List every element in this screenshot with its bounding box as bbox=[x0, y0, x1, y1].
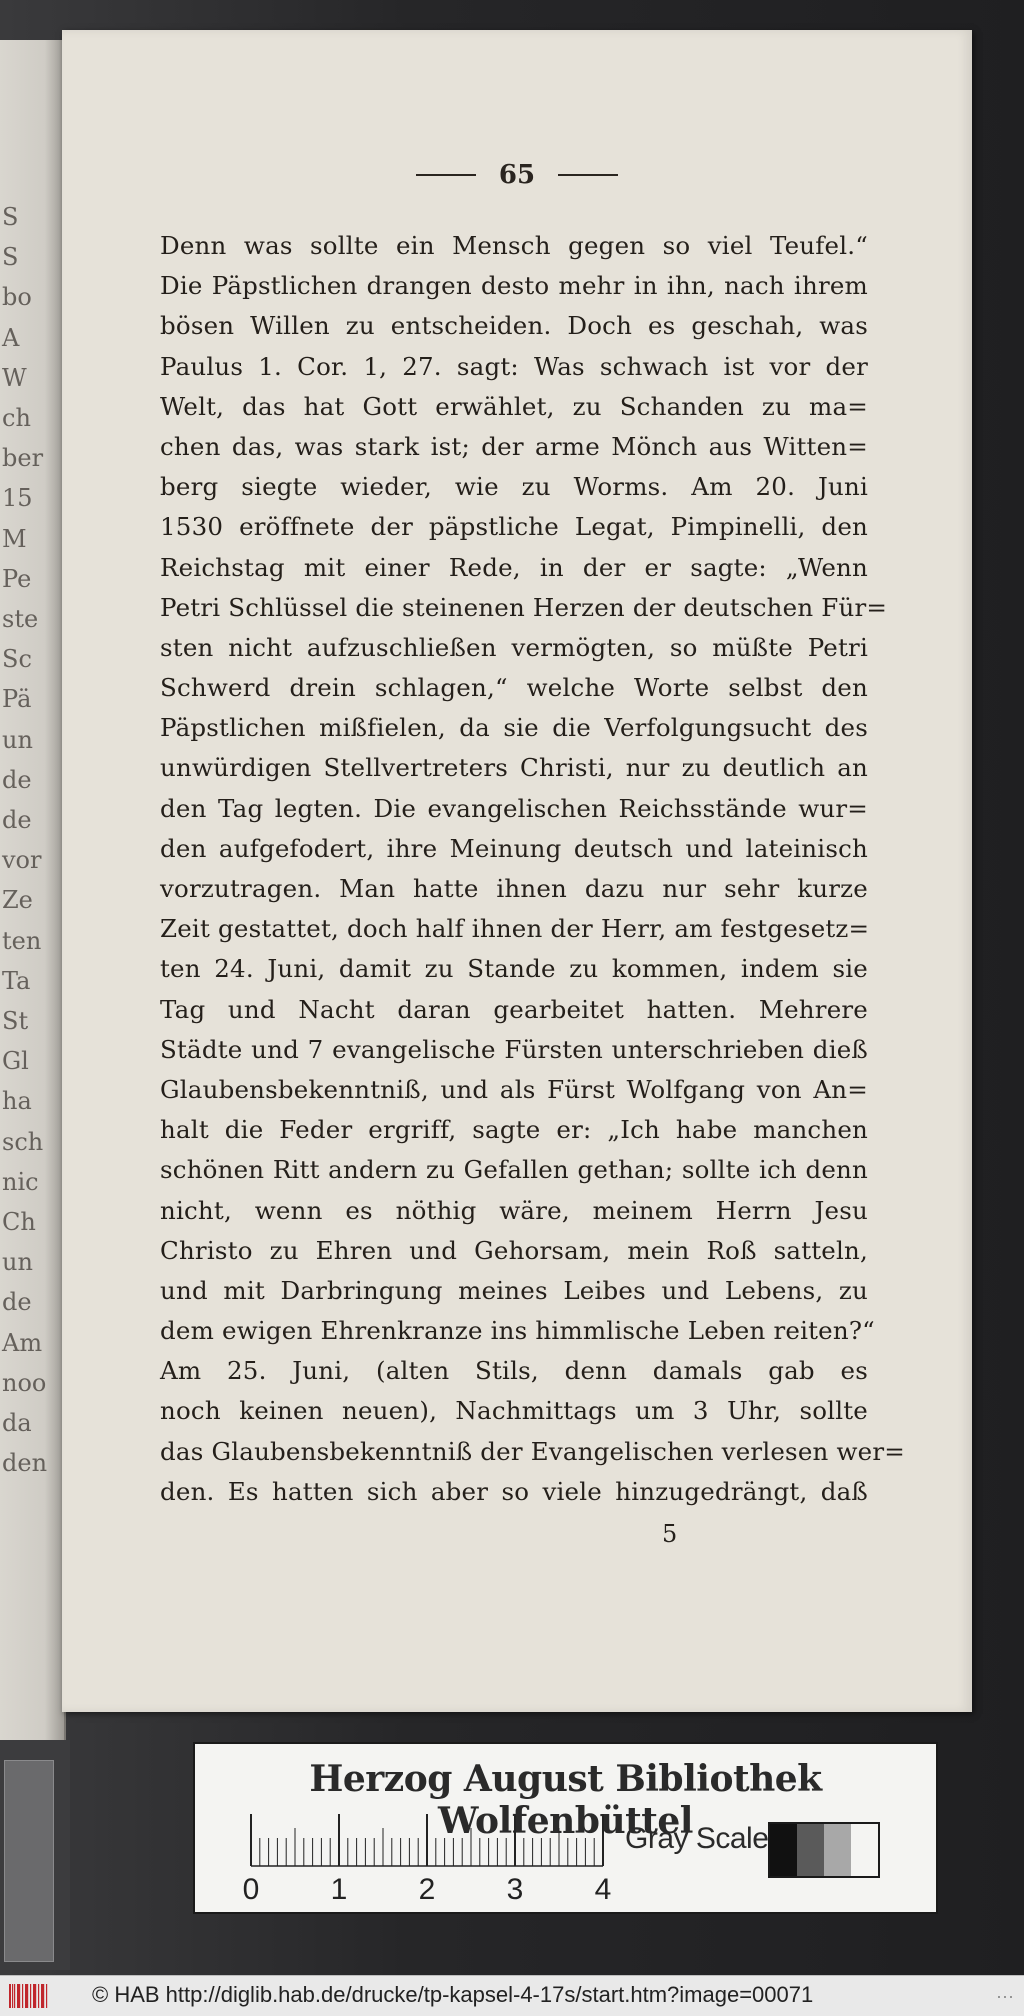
book-spine-tab bbox=[4, 1760, 54, 1962]
left-page-fragment: nic bbox=[2, 1167, 39, 1196]
left-page-fragment: ten bbox=[2, 926, 42, 955]
text-line: den aufgefodert, ihre Meinung deutsch und lateinisch bbox=[160, 833, 868, 863]
ruler-number: 1 bbox=[330, 1873, 348, 1906]
text-line: Päpstlichen mißfielen, da sie die Verfolgungsucht des bbox=[160, 713, 868, 743]
page-body-text bbox=[160, 226, 905, 1512]
text-line: Städte und 7 evangelische Fürsten unterschrieben dieß bbox=[160, 1034, 868, 1064]
text-line: berg siegte wieder, wie zu Worms. Am 20. Juni bbox=[160, 472, 868, 502]
page-number: 65 bbox=[498, 160, 536, 190]
gray-swatch bbox=[797, 1824, 824, 1876]
text-line: Welt, das hat Gott erwählet, zu Schanden zu ma= bbox=[160, 391, 868, 421]
text-line: sten nicht aufzuschließen vermögten, so müßte Petri bbox=[160, 632, 868, 662]
text-line: chen das, was stark ist; der arme Mönch aus Witten= bbox=[160, 431, 868, 461]
left-book-shadow bbox=[0, 1740, 70, 1970]
left-page-fragment: S bbox=[2, 243, 19, 272]
left-page-fragment: ber bbox=[2, 444, 44, 473]
gray-swatch bbox=[824, 1824, 851, 1876]
left-page-fragment: St bbox=[2, 1007, 29, 1035]
left-page-fragment: ch bbox=[2, 404, 31, 432]
text-line: Reichstag mit einer Rede, in der er sagte: „Wenn bbox=[160, 552, 868, 582]
color-ruler-card bbox=[193, 1742, 938, 1914]
text-line: Schwerd drein schlagen,“ welche Worte selbst den bbox=[160, 673, 868, 703]
text-line: Die Päpstlichen drangen desto mehr in ihn, nach ihrem bbox=[160, 271, 868, 301]
left-page-fragment: vor bbox=[2, 846, 42, 875]
text-line: den Tag legten. Die evangelischen Reichsstände wur= bbox=[160, 793, 868, 823]
text-line: 1530 eröffnete der päpstliche Legat, Pimpinelli, den bbox=[160, 512, 868, 542]
header-dash-right bbox=[558, 174, 618, 176]
gray-swatch bbox=[851, 1824, 878, 1876]
left-page-fragment: ste bbox=[2, 605, 39, 633]
left-page-fragment: de bbox=[2, 765, 32, 794]
left-page-fragment: de bbox=[2, 806, 32, 834]
gray-scale-swatches bbox=[768, 1822, 880, 1878]
text-line: Paulus 1. Cor. 1, 27. sagt: Was schwach ist vor der bbox=[160, 351, 868, 381]
gray-scale-label: Gray Scale bbox=[625, 1822, 769, 1855]
left-page-fragment: Sc bbox=[2, 645, 32, 674]
left-page-fragment: Ze bbox=[2, 886, 33, 915]
page-header bbox=[62, 160, 972, 210]
text-line: nicht, wenn es nöthig wäre, meinem Herrn Jesu bbox=[160, 1195, 868, 1225]
text-line: halt die Feder ergriff, sagte er: „Ich habe manchen bbox=[160, 1115, 868, 1145]
left-page-fragment: Am bbox=[2, 1328, 43, 1357]
text-line: unwürdigen Stellvertreters Christi, nur zu deutlich an bbox=[160, 753, 868, 783]
left-page-fragment: Ch bbox=[2, 1208, 36, 1236]
left-page-fragment: de bbox=[2, 1288, 32, 1317]
left-page-fragment: W bbox=[2, 363, 27, 392]
text-line: ten 24. Juni, damit zu Stande zu kommen, indem sie bbox=[160, 954, 868, 984]
text-line: dem ewigen Ehrenkranze ins himmlische Leben reiten?“ bbox=[160, 1316, 875, 1346]
text-line: Christo zu Ehren und Gehorsam, mein Roß satteln, bbox=[160, 1235, 868, 1265]
text-line: bösen Willen zu entscheiden. Doch es geschah, was bbox=[160, 311, 868, 341]
left-page-fragment: sch bbox=[2, 1127, 44, 1156]
footer-bar bbox=[0, 1975, 1024, 2016]
left-page-fragment: bo bbox=[2, 283, 32, 312]
header-dash-left bbox=[416, 174, 476, 176]
left-page-edge bbox=[0, 40, 66, 1740]
left-page-fragment: Pe bbox=[2, 564, 32, 593]
text-line: vorzutragen. Man hatte ihnen dazu nur sehr kurze bbox=[160, 874, 868, 903]
text-line: schönen Ritt andern zu Gefallen gethan; sollte ich denn bbox=[160, 1155, 868, 1185]
book-page bbox=[62, 30, 972, 1712]
text-line: den. Es hatten sich aber so viele hinzugedrängt, daß bbox=[160, 1476, 868, 1506]
signature-mark: 5 bbox=[662, 1520, 678, 1548]
more-options-icon[interactable]: ··· bbox=[996, 1986, 1014, 2006]
library-title: Herzog August Bibliothek Wolfenbüttel bbox=[309, 1758, 822, 1842]
text-line: noch keinen neuen), Nachmittags um 3 Uhr, sollte bbox=[160, 1396, 868, 1426]
text-line: Denn was sollte ein Mensch gegen so viel Teufel.“ bbox=[160, 231, 868, 260]
ruler-number: 3 bbox=[506, 1873, 524, 1906]
left-page-fragment: un bbox=[2, 725, 33, 754]
left-page-fragment: da bbox=[2, 1409, 32, 1437]
left-page-fragment: S bbox=[2, 203, 19, 231]
ruler-number: 2 bbox=[418, 1873, 436, 1906]
left-page-fragment: Ta bbox=[2, 966, 31, 995]
left-page-fragment: A bbox=[2, 323, 20, 352]
left-page-fragment: un bbox=[2, 1248, 33, 1277]
ruler-number: 4 bbox=[594, 1873, 612, 1906]
barcode-icon bbox=[8, 1984, 48, 2008]
text-line: Glaubensbekenntniß, und als Fürst Wolfgang von An= bbox=[160, 1074, 868, 1104]
ruler-number: 0 bbox=[242, 1873, 260, 1906]
gray-swatch bbox=[770, 1824, 797, 1876]
left-page-fragment: noo bbox=[2, 1368, 47, 1397]
footer-url-text[interactable]: © HAB http://diglib.hab.de/drucke/tp-kapsel-4-17s/start.htm?image=00071 bbox=[92, 1982, 814, 2007]
text-line: Zeit gestattet, doch half ihnen der Herr, am festgesetz= bbox=[160, 914, 870, 944]
left-page-fragment: M bbox=[2, 524, 27, 553]
text-line: Am 25. Juni, (alten Stils, denn damals gab es bbox=[160, 1356, 868, 1386]
left-page-fragment: Gl bbox=[2, 1047, 29, 1076]
left-page-fragment: den bbox=[2, 1449, 48, 1478]
left-page-fragment: ha bbox=[2, 1087, 32, 1116]
text-line: und mit Darbringung meines Leibes und Lebens, zu bbox=[160, 1275, 868, 1305]
left-page-fragment: Pä bbox=[2, 685, 32, 714]
text-line: Tag und Nacht daran gearbeitet hatten. Mehrere bbox=[160, 994, 868, 1024]
left-page-fragment: 15 bbox=[2, 484, 33, 513]
text-line: das Glaubensbekenntniß der Evangelischen verlesen wer= bbox=[160, 1436, 905, 1466]
text-line: Petri Schlüssel die steinenen Herzen der deutschen Für= bbox=[160, 592, 888, 622]
